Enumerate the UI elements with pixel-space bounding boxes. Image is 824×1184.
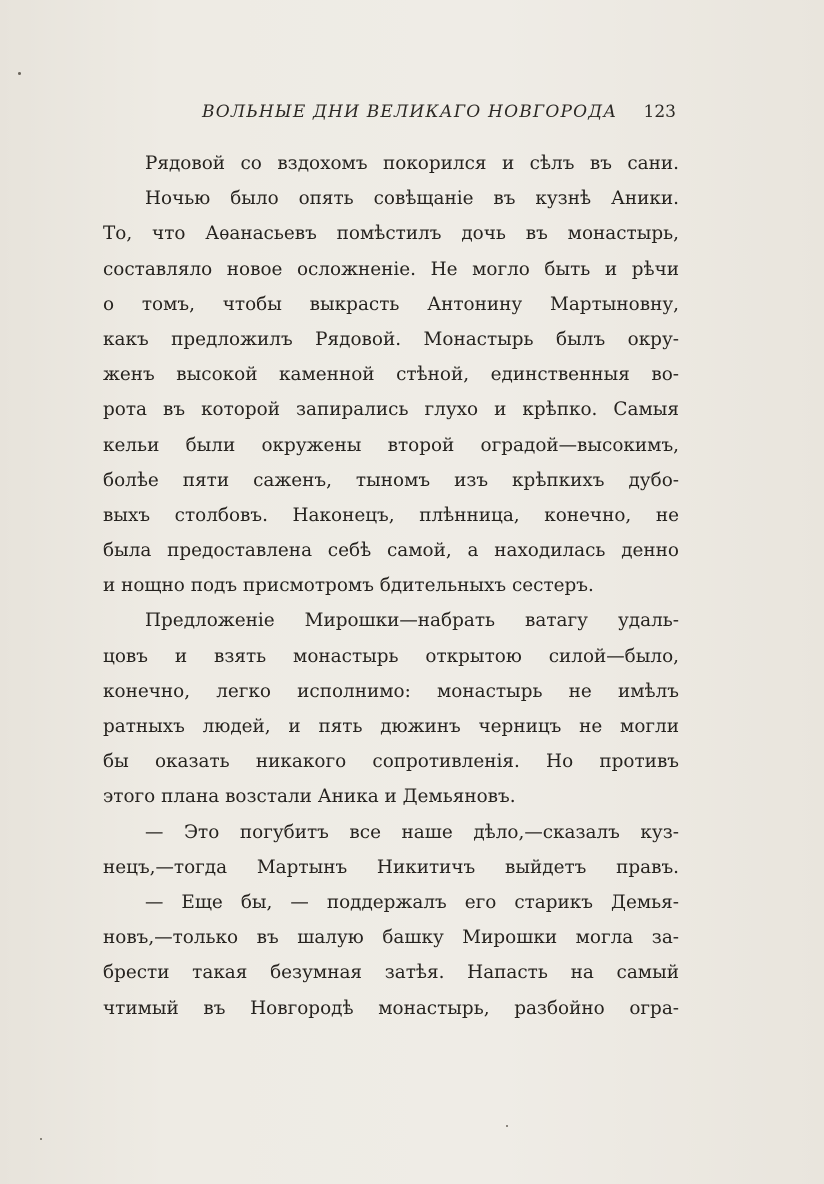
text-line: конечно, легко исполнимо: монастырь не имѣлъ: [103, 680, 679, 702]
text-line: — Еще бы, — поддержалъ его старикъ Демья-: [145, 891, 679, 913]
text-line: цовъ и взять монастырь открытою силой—было,: [103, 645, 679, 667]
text-line: была предоставлена себѣ самой, а находилась денно: [103, 540, 679, 562]
text-line: женъ высокой каменной стѣной, единственныя во-: [103, 364, 679, 386]
text-line: новъ,—только въ шалую башку Мирошки могла за-: [103, 927, 679, 949]
text-line: о томъ, чтобы выкрасть Антонину Мартыновну,: [103, 293, 679, 315]
text-line: Ночью было опять совѣщаніе въ кузнѣ Аники.: [145, 188, 679, 210]
text-line: кельи были окружены второй оградой—высокимъ,: [103, 434, 679, 456]
running-title: ВОЛЬНЫЕ ДНИ ВЕЛИКАГО НОВГОРОДА: [202, 102, 618, 122]
text-line: Рядовой со вздохомъ покорился и сѣлъ въ сани.: [145, 153, 679, 174]
text-line: ратныхъ людей, и пять дюжинъ черницъ не могли: [103, 716, 679, 737]
text-line: болѣе пяти саженъ, тыномъ изъ крѣпкихъ дубо-: [103, 469, 679, 491]
paper-speck: [40, 1138, 42, 1140]
text-line: этого плана возстали Аника и Демьяновъ.: [103, 786, 516, 808]
text-line: чтимый въ Новгородѣ монастырь, разбойно огра-: [103, 997, 679, 1019]
text-line: какъ предложилъ Рядовой. Монастырь былъ окру-: [103, 328, 679, 350]
text-line: бы оказать никакого сопротивленія. Но противъ: [103, 751, 679, 773]
paper-speck: [18, 72, 21, 75]
paper-speck: [506, 1125, 508, 1127]
text-line: брести такая безумная затѣя. Напасть на самый: [103, 962, 679, 984]
running-head: [140, 100, 680, 130]
body-text: [103, 146, 679, 1026]
text-line: — Это погубитъ все наше дѣло,—сказалъ куз-: [145, 821, 679, 843]
text-line: То, что Аѳанасьевъ помѣстилъ дочь въ монастырь,: [103, 223, 679, 245]
text-line: рота въ которой запирались глухо и крѣпко. Самыя: [103, 399, 679, 421]
text-line: составляло новое осложненіе. Не могло быть и рѣчи: [103, 258, 679, 280]
page-number: 123: [643, 102, 676, 122]
text-line: Предложеніе Мирошки—набрать ватагу удаль-: [145, 610, 679, 632]
text-line: нецъ,—тогда Мартынъ Никитичъ выйдетъ правъ.: [103, 856, 679, 878]
text-line: выхъ столбовъ. Наконецъ, плѣнница, конечно, не: [103, 504, 679, 526]
text-line: и нощно подъ присмотромъ бдительныхъ сестеръ.: [103, 575, 594, 597]
